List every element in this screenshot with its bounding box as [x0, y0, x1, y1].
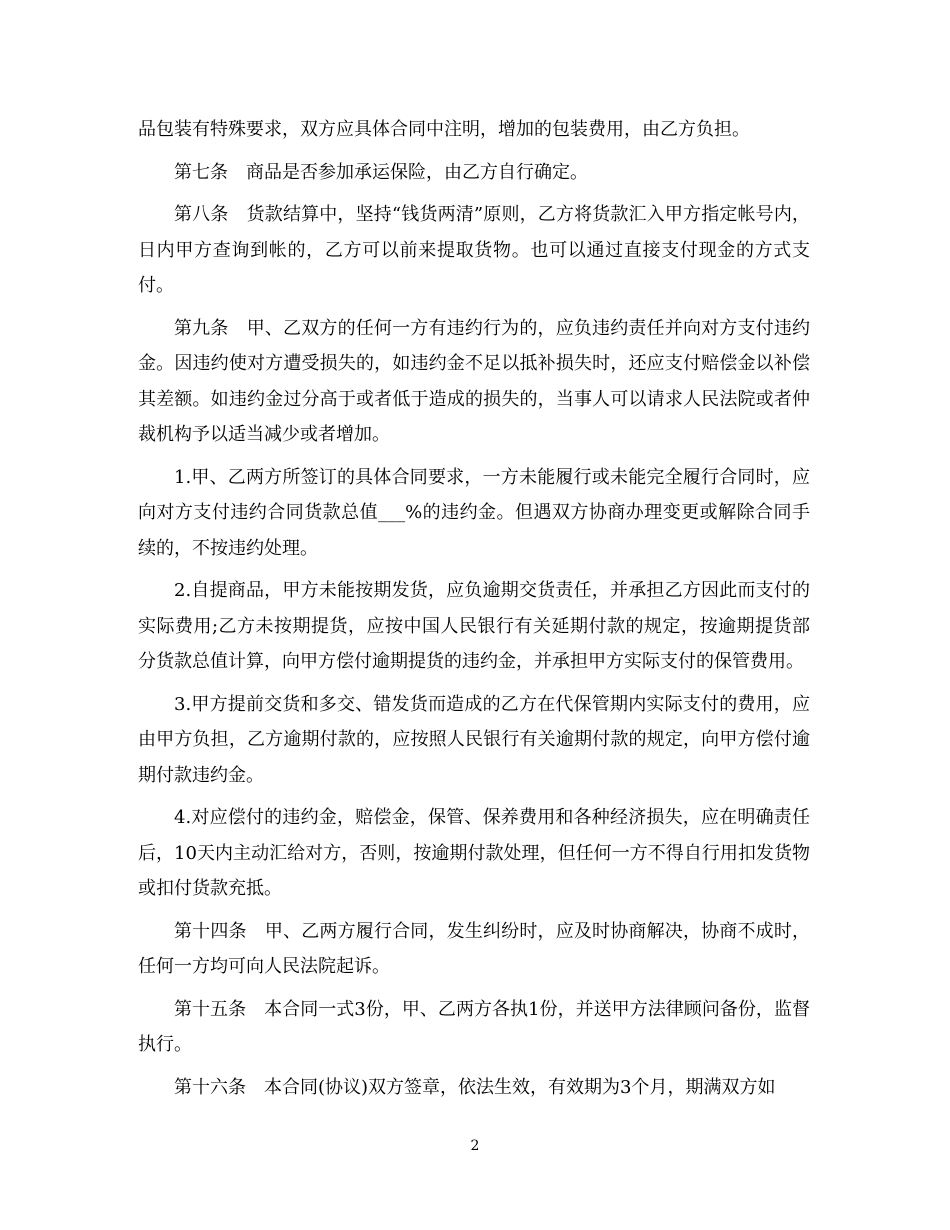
article-8: 第八条 货款结算中，坚持“钱货两清”原则，乙方将货款汇入甲方指定帐号内， 日内甲方查询到帐的，乙方可以前来提取货物。也可以通过直接支付现金的方式支付。: [138, 204, 810, 296]
article-14: 第十四条 甲、乙两方履行合同，发生纠纷时，应及时协商解决，协商不成时，任何一方均可向人民法院起诉。: [138, 920, 810, 977]
clause-3: 3.甲方提前交货和多交、错发货而造成的乙方在代保管期内实际支付的费用，应由甲方负担，乙方逾期付款的，应按照人民银行有关逾期付款的规定，向甲方偿付逾期付款违约金。: [138, 693, 810, 786]
page-number: 2: [470, 1138, 480, 1154]
document-body: [138, 112, 810, 1112]
clause-1: 1.甲、乙两方所签订的具体合同要求，一方未能履行或未能完全履行合同时，应向对方支付违约合同货款总值___%的违约金。但遇双方协商办理变更或解除合同手续的，不按违约处理。: [138, 466, 810, 559]
article-7: 第七条 商品是否参加承运保险，由乙方自行确定。: [174, 161, 588, 183]
article-9: 第九条 甲、乙双方的任何一方有违约行为的，应负违约责任并向对方支付违约金。因违约使对方遭受损失的，如违约金不足以抵补损失时，还应支付赔偿金以补偿其差额。如违约金过分高于或者低于造成的损失的，当事人可以请求人民法院或者仲裁机构予以适当减少或者增加。: [138, 317, 810, 445]
article-15: 第十五条 本合同一式3份，甲、乙两方各执1份，并送甲方法律顾问备份，监督执行。: [138, 998, 810, 1055]
clause-4: 4.对应偿付的违约金，赔偿金，保管、保养费用和各种经济损失，应在明确责任后，10天内主动汇给对方，否则，按逾期付款处理，但任何一方不得自行用扣发货物或扣付货款充抵。: [138, 807, 810, 899]
article-16: 第十六条 本合同(协议)双方签章，依法生效，有效期为3个月，期满双方如: [174, 1076, 776, 1098]
clause-2: 2.自提商品，甲方未能按期发货，应负逾期交货责任，并承担乙方因此而支付的实际费用;乙方未按期提货，应按中国人民银行有关延期付款的规定，按逾期提货部分货款总值计算，向甲方偿付逾期提货的违约金，并承担甲方实际支付的保管费用。: [138, 580, 810, 672]
paragraph-continuation: 品包装有特殊要求，双方应具体合同中注明，增加的包装费用，由乙方负担。: [138, 119, 750, 140]
